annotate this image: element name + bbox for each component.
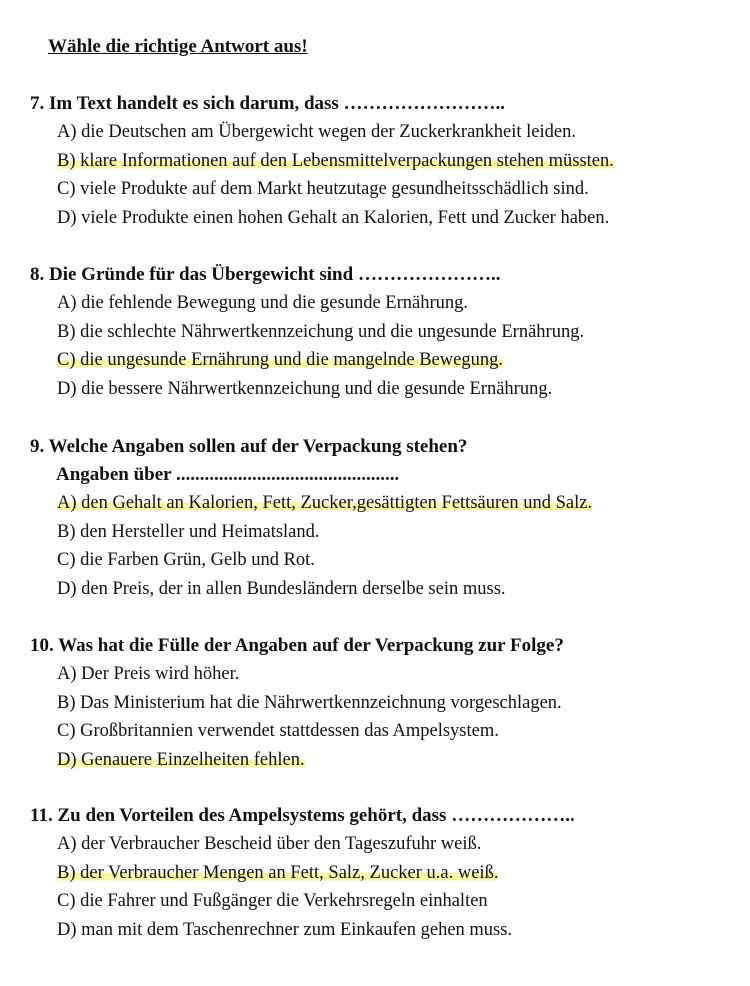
- option-label: A) die fehlende Bewegung und die gesunde Ernährung.: [57, 293, 468, 313]
- option-a: [30, 118, 730, 147]
- option-b: [30, 689, 730, 718]
- option-label: D) den Preis, der in allen Bundesländern derselbe sein muss.: [57, 578, 506, 599]
- option-label: C) die Fahrer und Fußgänger die Verkehrsregeln einhalten: [57, 891, 488, 911]
- option-label: D) man mit dem Taschenrechner zum Einkaufen gehen muss.: [57, 919, 513, 940]
- question-10: [30, 631, 730, 774]
- option-d: [30, 575, 730, 604]
- option-label: B) den Hersteller und Heimatsland.: [57, 521, 320, 542]
- question-11: [30, 801, 730, 944]
- question-7: [30, 89, 730, 232]
- option-a: [30, 489, 730, 518]
- option-d: [30, 375, 730, 404]
- option-c: [30, 887, 730, 916]
- question-8: [30, 260, 730, 403]
- option-label: C) viele Produkte auf dem Markt heutzutage gesundheitsschädlich sind.: [57, 179, 589, 199]
- option-label: C) Großbritannien verwendet stattdessen das Ampelsystem.: [57, 721, 499, 741]
- option-c: [30, 546, 730, 575]
- question-text: 7. Im Text handelt es sich darum, dass ……………………..: [30, 93, 506, 114]
- option-label-highlighted: B) der Verbraucher Mengen an Fett, Salz, Zucker u.a. weiß.: [57, 862, 499, 883]
- worksheet-title: Wähle die richtige Antwort aus!: [48, 36, 308, 57]
- option-c: [30, 175, 730, 204]
- option-c: [30, 346, 730, 375]
- option-label: D) viele Produkte einen hohen Gehalt an Kalorien, Fett und Zucker haben.: [57, 207, 610, 228]
- option-a: [30, 830, 730, 859]
- option-a: [30, 660, 730, 689]
- question-9: [30, 432, 730, 603]
- option-b: [30, 859, 730, 888]
- option-label: D) die bessere Nährwertkennzeichung und die gesunde Ernährung.: [57, 378, 553, 399]
- option-label: A) der Verbraucher Bescheid über den Tageszufuhr weiß.: [57, 834, 482, 854]
- option-label-highlighted: B) klare Informationen auf den Lebensmittelverpackungen stehen müssten.: [57, 150, 614, 171]
- option-c: [30, 717, 730, 746]
- option-label: B) die schlechte Nährwertkennzeichung und die ungesunde Ernährung.: [57, 321, 585, 342]
- option-label-highlighted: A) den Gehalt an Kalorien, Fett, Zucker,gesättigten Fettsäuren und Salz.: [57, 493, 593, 513]
- option-b: [30, 518, 730, 547]
- option-d: [30, 916, 730, 945]
- question-text: 11. Zu den Vorteilen des Ampelsystems gehört, dass ………………..: [30, 805, 575, 826]
- option-label: B) Das Ministerium hat die Nährwertkennzeichnung vorgeschlagen.: [57, 692, 562, 713]
- question-text: 8. Die Gründe für das Übergewicht sind …………………..: [30, 264, 501, 285]
- question-text: 9. Welche Angaben sollen auf der Verpackung stehen?: [30, 436, 468, 457]
- option-label: A) Der Preis wird höher.: [57, 664, 240, 684]
- option-label: C) die Farben Grün, Gelb und Rot.: [57, 550, 315, 570]
- option-label-highlighted: D) Genauere Einzelheiten fehlen.: [57, 749, 305, 770]
- question-text: 10. Was hat die Fülle der Angaben auf der Verpackung zur Folge?: [30, 635, 564, 656]
- option-d: [30, 204, 730, 233]
- option-label: A) die Deutschen am Übergewicht wegen der Zuckerkrankheit leiden.: [57, 122, 576, 142]
- option-label-highlighted: C) die ungesunde Ernährung und die mangelnde Bewegung.: [57, 350, 503, 370]
- option-a: [30, 289, 730, 318]
- option-b: [30, 318, 730, 347]
- question-subtext: Angaben über ...............................................: [56, 464, 400, 485]
- option-d: [30, 746, 730, 775]
- option-b: [30, 147, 730, 176]
